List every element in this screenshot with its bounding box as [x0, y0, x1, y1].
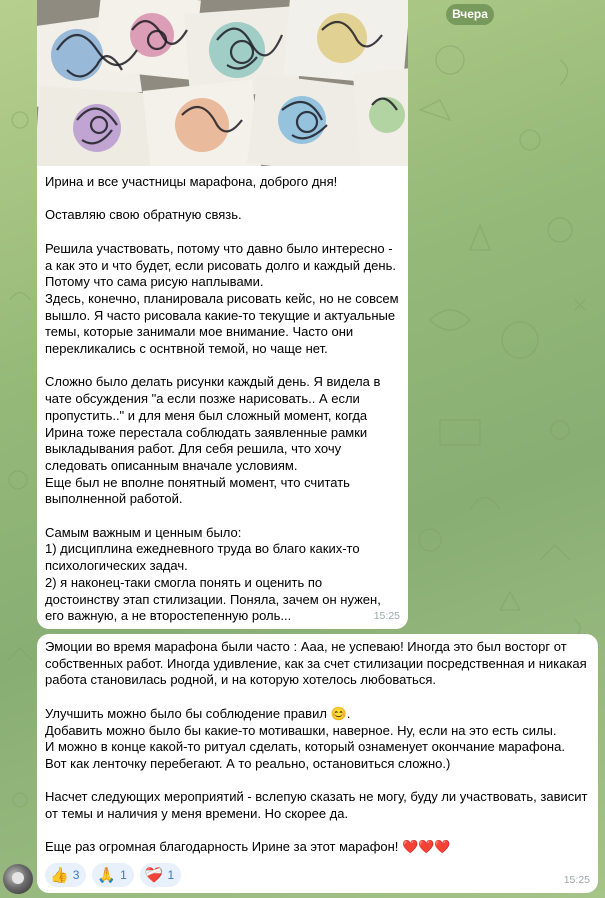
reaction-count: 3 — [72, 867, 80, 882]
mending-heart-icon: ❤️‍🩹 — [144, 866, 164, 884]
photo-of-drawings[interactable] — [37, 0, 408, 166]
reaction-thumbs-up[interactable] — [45, 863, 86, 887]
reaction-mending-heart[interactable] — [140, 863, 181, 887]
message-time: 15:25 — [563, 874, 590, 887]
praying-hands-icon: 🙏 — [97, 866, 117, 884]
message-text: Ирина и все участницы марафона, доброго дня! Оставляю свою обратную связь. Решила участвовать, потому что давно было интересно - а как это и что будет, если рисовать долго и каждый день. Потому что сама рисую наплывами. Здесь, конечно, планировала рисовать кейс, но не совсем вышло. Я часто рисовала какие-то текущие и актуальные темы, которые занимали мое внимание. Часто они перекликались с оснтвной темой, но чаще нет. Сложно было делать рисунки каждый день. Я видела в чате обсуждения "а если позже нарисовать.. А если пропустить.." и для меня был сложный момент, когда Ирина тоже перестала соблюдать заявленные рамки выкладывания работ. Для себя решила, что хочу следовать описанным вначале условиям. Еще был не вполне понятный момент, что считать выполненной работой. Самым важным и ценным было: 1) дисциплина ежедневного труда во благо каких-то психологических задач. 2) я наконец-таки смогла понять и оценить по достоинству этап стилизации. Поняла, зачем он нужен, его важную, а не второстепенную роль... — [45, 174, 399, 624]
message-bubble[interactable] — [37, 634, 598, 893]
thumbs-up-icon: 👍 — [50, 866, 69, 884]
date-separator: Вчера — [446, 4, 494, 25]
reaction-count: 1 — [167, 867, 175, 882]
message-bubble[interactable] — [37, 0, 408, 629]
user-avatar[interactable] — [3, 864, 33, 894]
drawings-photo-image — [37, 0, 408, 166]
message-time: 15:25 — [373, 610, 400, 623]
message-text: Эмоции во время марафона были часто : Ааа, не успеваю! Иногда это был восторг от собственных работ. Иногда удивление, как за счет стилизации посредственная и никакая работа становилась родной, и на которую хотелось любоваться. Улучшить можно было бы соблюдение правил 😊. Добавить можно было бы какие-то мотивашки, наверное. Ну, если на это есть силы. И можно в конце какой-то ритуал сделать, который ознаменует окончание марафона. Вот как ленточку перебегают. А то реально, остановиться сложно.) Насчет следующих мероприятий - вслепую сказать не могу, буду ли участвовать, зависит от темы и наличия у меня времени. Но скорее да. Еще раз огромная благодарность Ирине за этот марафон! ❤️❤️❤️ — [45, 639, 588, 855]
reactions-bar — [45, 863, 181, 887]
reaction-pray[interactable] — [92, 863, 133, 887]
reaction-count: 1 — [120, 867, 127, 882]
